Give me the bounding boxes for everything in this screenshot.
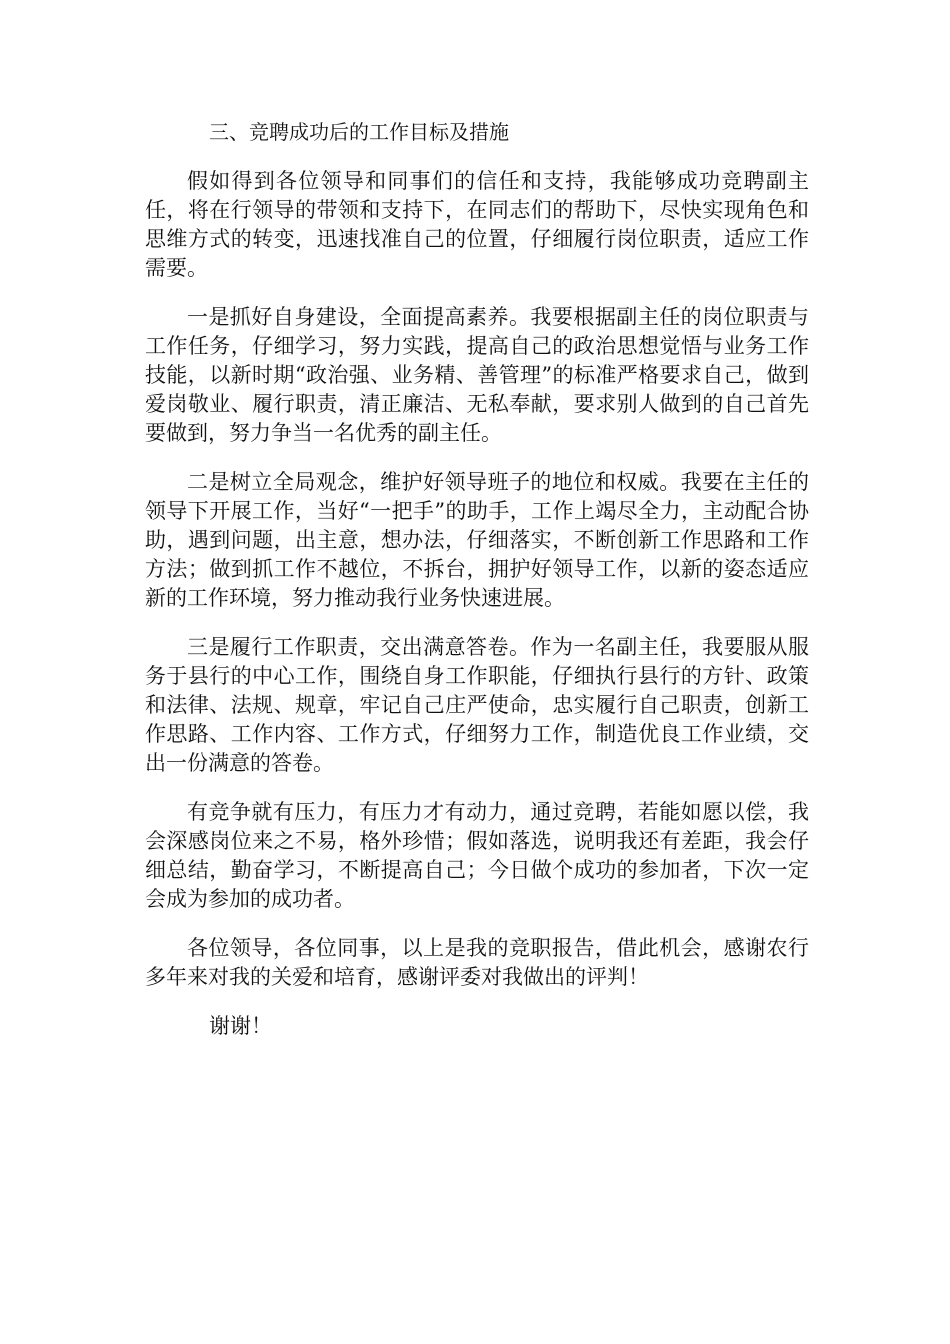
paragraph-duties: 三是履行工作职责，交出满意答卷。作为一名副主任，我要服从服务于县行的中心工作，围绕自身工作职能，仔细执行县行的方针、政策和法律、法规、规章，牢记自己庄严使命，忠实履行自己职责，创新工作思路、工作内容、工作方式，仔细努力工作，制造优良工作业绩，交出一份满意的答卷。 — [145, 635, 809, 775]
paragraph-intro: 假如得到各位领导和同事们的信任和支持，我能够成功竞聘副主任，将在行领导的带领和支持下，在同志们的帮助下，尽快实现角色和思维方式的转变，迅速找准自己的位置，仔细履行岗位职责，适应工作需要。 — [145, 169, 809, 280]
closing-line: 谢谢！ — [209, 1014, 272, 1038]
paragraph-thanks: 各位领导，各位同事，以上是我的竞职报告，借此机会，感谢农行多年来对我的关爱和培育，感谢评委对我做出的评判！ — [145, 936, 809, 989]
paragraph-self-development: 一是抓好自身建设，全面提高素养。我要根据副主任的岗位职责与工作任务，仔细学习，努力实践，提高自己的政治思想觉悟与业务工作技能，以新时期“政治强、业务精、善管理”的标准严格要求自己，做到爱岗敬业、履行职责，清正廉洁、无私奉献，要求别人做到的自己首先要做到，努力争当一名优秀的副主任。 — [145, 305, 809, 445]
paragraph-competition: 有竞争就有压力，有压力才有动力，通过竞聘，若能如愿以偿，我会深感岗位来之不易，格外珍惜；假如落选，说明我还有差距，我会仔细总结，勤奋学习，不断提高自己；今日做个成功的参加者，下次一定会成为参加的成功者。 — [145, 800, 809, 911]
document-body — [145, 118, 809, 1041]
paragraph-overall-view: 二是树立全局观念，维护好领导班子的地位和权威。我要在主任的领导下开展工作，当好“一把手”的助手，工作上竭尽全力，主动配合协助，遇到问题，出主意，想办法，仔细落实，不断创新工作思路和工作方法；做到抓工作不越位，不拆台，拥护好领导工作，以新的姿态适应新的工作环境，努力推动我行业务快速进展。 — [145, 470, 809, 610]
section-heading: 三、竞聘成功后的工作目标及措施 — [209, 120, 509, 144]
